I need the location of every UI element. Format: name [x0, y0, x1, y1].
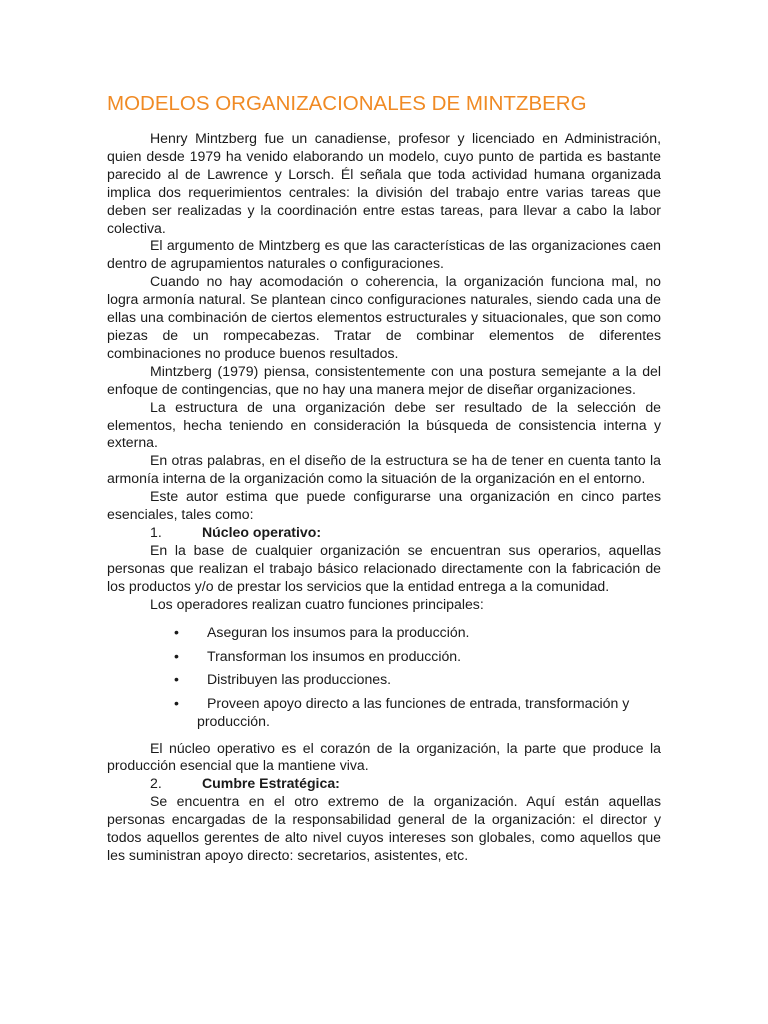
section-heading-nucleo-operativo — [107, 524, 661, 542]
document-page — [107, 92, 661, 865]
document-title: MODELOS ORGANIZACIONALES DE MINTZBERG — [107, 92, 587, 115]
list-item-text: Distribuyen las producciones. — [207, 671, 392, 688]
paragraph: En la base de cualquier organización se encuentran sus operarios, aquellas personas que realizan el trabajo básico relacionado directamente con la fabricación de los productos y/o de prestar los servicios que la entidad entrega a la comunidad. — [107, 541, 661, 594]
section-heading-text: Núcleo operativo: — [202, 523, 322, 540]
list-item — [107, 624, 661, 642]
paragraph: La estructura de una organización debe ser resultado de la selección de elementos, hecha teniendo en consideración la búsqueda de consistencia interna y externa. — [107, 398, 661, 451]
list-item — [107, 671, 661, 689]
paragraph: Este autor estima que puede configurarse una organización en cinco partes esenciales, tales como: — [107, 488, 661, 523]
paragraph: Se encuentra en el otro extremo de la organización. Aquí están aquellas personas encargadas de la responsabilidad general de la organización: el director y todos aquellos gerentes de alto nivel cuyos intereses son globales, como aquellos que les suministran apoyo directo: secretarios, asistentes, etc. — [107, 793, 661, 863]
list-item-text: Aseguran los insumos para la producción. — [207, 624, 470, 641]
paragraph: Los operadores realizan cuatro funciones principales: — [150, 595, 484, 612]
paragraph: Cuando no hay acomodación o coherencia, la organización funciona mal, no logra armonía natural. Se plantean cinco configuraciones naturales, siendo cada una de ellas una combinación de ciertos elementos estructurales y situacionales, que son como piezas de un rompecabezas. Tratar de combinar elementos de diferentes combinaciones no produce buenos resultados. — [107, 273, 661, 361]
paragraph: El argumento de Mintzberg es que las características de las organizaciones caen dentro de agrupamientos naturales o configuraciones. — [107, 237, 661, 272]
section-number: 2. — [150, 775, 162, 792]
bullet-list — [107, 624, 661, 730]
list-item — [107, 648, 661, 666]
paragraph: En otras palabras, en el diseño de la estructura se ha de tener en cuenta tanto la armonía interna de la organización como la situación de la organización en el entorno. — [107, 452, 661, 487]
section-heading-text: Cumbre Estratégica: — [202, 775, 340, 792]
paragraph: Henry Mintzberg fue un canadiense, profesor y licenciado en Administración, quien desde 1979 ha venido elaborando un modelo, cuyo punto de partida es bastante parecido al de Lawrence y Lorsch. Él señala que toda actividad humana organizada implica dos requerimientos centrales: la división del trabajo entre varias tareas que deben ser realizadas y la coordinación entre estas tareas, para llevar a cabo la labor colectiva. — [107, 130, 661, 236]
bullet-icon: • — [174, 647, 179, 664]
section-number: 1. — [150, 523, 162, 540]
list-item-text: Proveen apoyo directo a las funciones de entrada, transformación y producción. — [197, 694, 630, 729]
paragraph: El núcleo operativo es el corazón de la organización, la parte que produce la producción esencial que la mantiene viva. — [107, 739, 661, 774]
section-heading-cumbre-estrategica — [107, 775, 661, 793]
bullet-icon: • — [174, 624, 179, 641]
bullet-icon: • — [174, 694, 179, 711]
list-item — [107, 695, 661, 731]
bullet-icon: • — [174, 671, 179, 688]
paragraph: Mintzberg (1979) piensa, consistentemente con una postura semejante a la del enfoque de contingencias, que no hay una manera mejor de diseñar organizaciones. — [107, 362, 661, 397]
list-item-text: Transforman los insumos en producción. — [207, 647, 462, 664]
